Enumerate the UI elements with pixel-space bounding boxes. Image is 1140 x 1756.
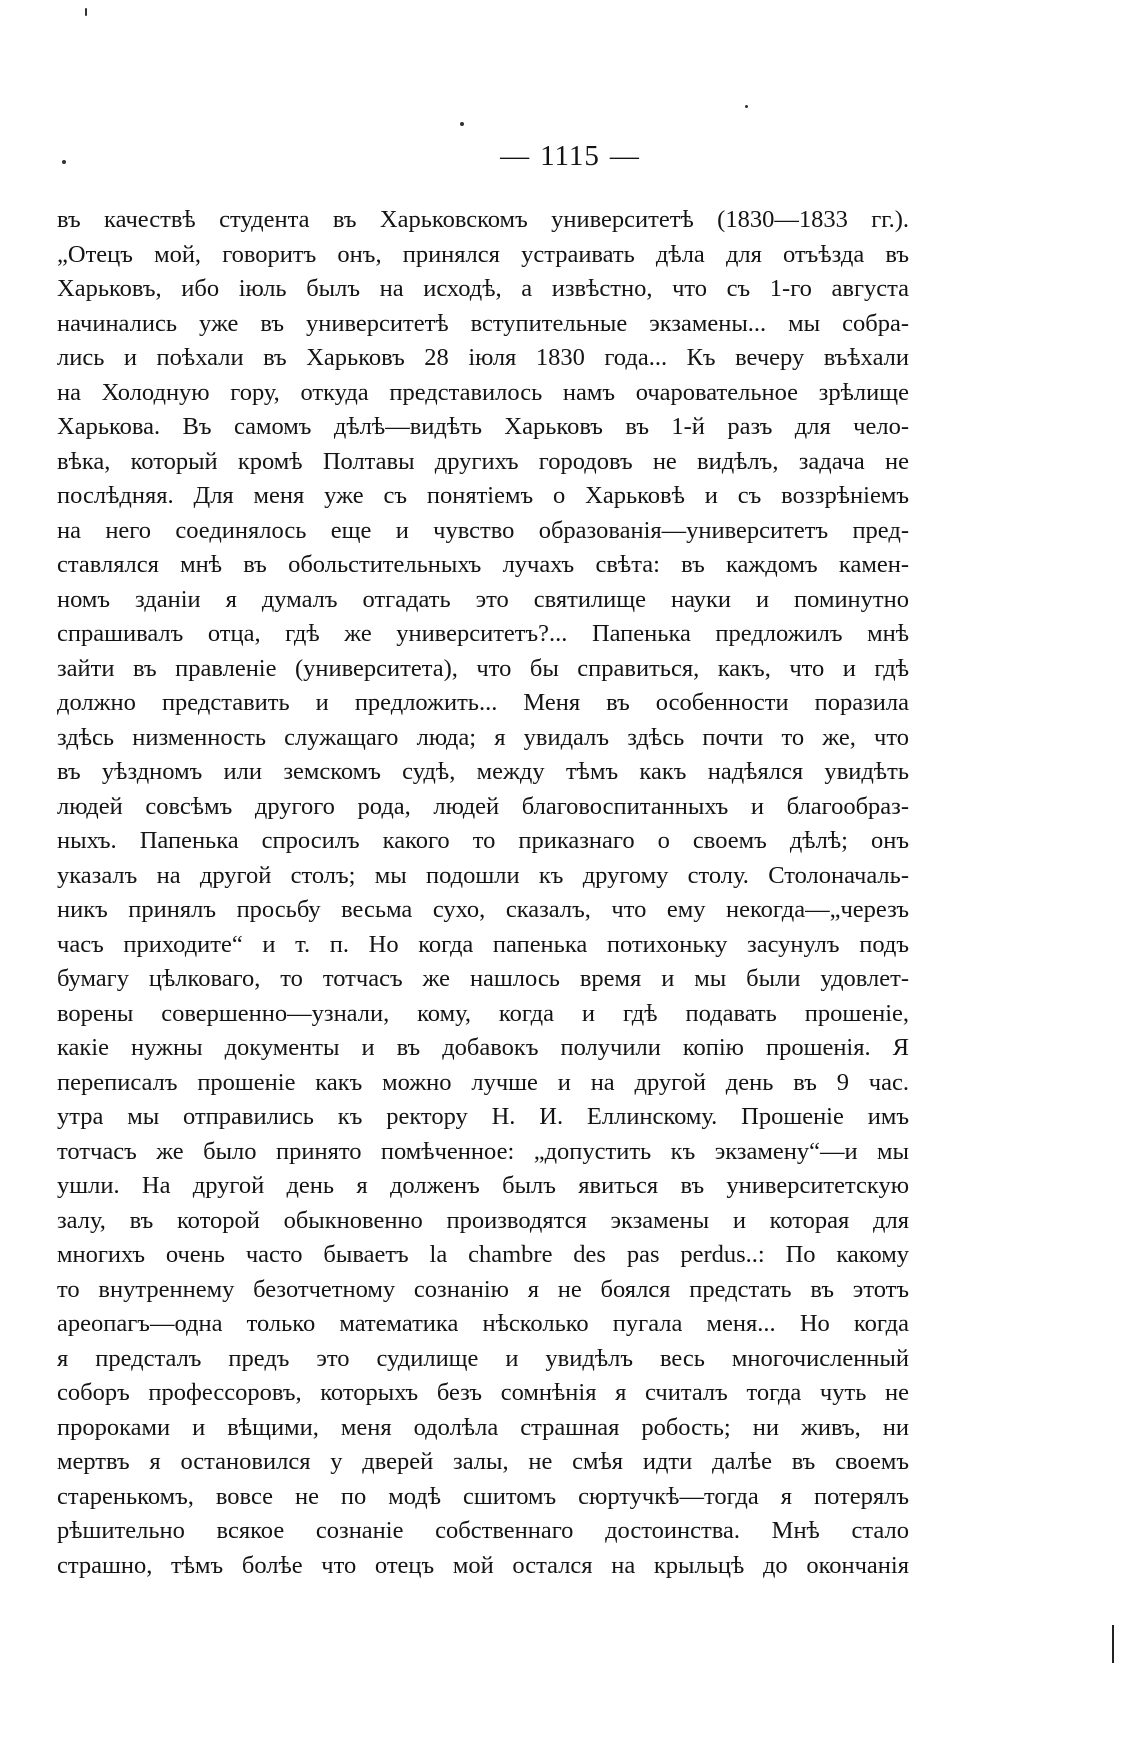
page-number-value: 1115 <box>540 140 600 172</box>
text-line: Харьковъ, ибо іюль былъ на исходѣ, а извѣстно, что съ 1-го августа <box>57 275 909 302</box>
text-line: пророками и вѣщими, меня одолѣла страшная робость; ни живъ, ни <box>57 1413 909 1441</box>
text-line: въ качествѣ студента въ Харьковскомъ университетѣ (1830—1833 гг.). <box>57 206 909 233</box>
text-line: вѣка, который кромѣ Полтавы другихъ городовъ не видѣлъ, задача не <box>57 447 909 475</box>
text-line: на Холодную гору, откуда представилось намъ очаровательное зрѣлище <box>57 378 909 406</box>
text-line: соборъ профессоровъ, которыхъ безъ сомнѣнія я считалъ тогда чуть не <box>57 1379 909 1406</box>
text-line: начинались уже въ университетѣ вступительные экзамены... мы собра- <box>57 309 909 337</box>
text-line: номъ зданіи я думалъ отгадать это святилище науки и поминутно <box>57 585 909 613</box>
text-line: рѣшительно всякое сознаніе собственнаго достоинства. Мнѣ стало <box>57 1517 909 1544</box>
text-line: бумагу цѣлковаго, то тотчасъ же нашлось время и мы были удовлет- <box>57 965 909 992</box>
body-text <box>57 203 909 1583</box>
text-line: зайти въ правленіе (университета), что бы справиться, какъ, что и гдѣ <box>57 654 909 682</box>
text-line: людей совсѣмъ другого рода, людей благовоспитанныхъ и благообраз- <box>57 792 909 820</box>
text-line: какіе нужны документы и въ добавокъ получили копію прошенія. Я <box>57 1034 909 1061</box>
text-line: въ уѣздномъ или земскомъ судѣ, между тѣмъ какъ надѣялся увидѣть <box>57 758 909 785</box>
text-line: спрашивалъ отца, гдѣ же университетъ?... Папенька предложилъ мнѣ <box>57 620 909 647</box>
text-line: послѣдняя. Для меня уже съ понятіемъ о Харьковѣ и съ воззрѣніемъ <box>57 482 909 509</box>
text-line: старенькомъ, вовсе не по модѣ сшитомъ сюртучкѣ—тогда я потерялъ <box>57 1482 909 1510</box>
text-line: то внутреннему безотчетному сознанію я не боялся предстать въ этотъ <box>57 1275 909 1303</box>
text-line: ворены совершенно—узнали, кому, когда и гдѣ подавать прошеніе, <box>57 999 909 1027</box>
text-line: лись и поѣхали въ Харьковъ 28 іюля 1830 года... Къ вечеру въѣхали <box>57 344 909 371</box>
text-line: тотчасъ же было принято помѣченное: „допустить къ экзамену“—и мы <box>57 1137 909 1165</box>
page-number-dash-left: — <box>500 140 531 172</box>
text-line: часъ приходите“ и т. п. Но когда папенька потихоньку засунулъ подъ <box>57 930 909 958</box>
text-line: ныхъ. Папенька спросилъ какого то приказнаго о своемъ дѣлѣ; онъ <box>57 827 909 854</box>
text-line: на него соединялось еще и чувство образованія—университетъ пред- <box>57 516 909 544</box>
scan-speck <box>460 122 464 126</box>
text-line: залу, въ которой обыкновенно производятся экзамены и которая для <box>57 1206 909 1234</box>
scan-speck <box>745 105 748 108</box>
text-line: указалъ на другой столъ; мы подошли къ другому столу. Столоначаль- <box>57 861 909 889</box>
text-line: страшно, тѣмъ болѣе что отецъ мой остался на крыльцѣ до окончанія <box>57 1551 909 1579</box>
text-line: „Отецъ мой, говоритъ онъ, принялся устраивать дѣла для отъѣзда въ <box>57 240 909 268</box>
text-line: мертвъ я остановился у дверей залы, не смѣя идти далѣе въ своемъ <box>57 1448 909 1475</box>
text-line: многихъ очень часто бываетъ la chambre des pas perdus..: По какому <box>57 1241 909 1268</box>
scan-edge-mark <box>1112 1625 1114 1663</box>
text-line: никъ принялъ просьбу весьма сухо, сказалъ, что ему некогда—„черезъ <box>57 896 909 923</box>
text-line: ушли. На другой день я долженъ былъ явиться въ университетскую <box>57 1172 909 1199</box>
text-line: здѣсь низменность служащаго люда; я увидалъ здѣсь почти то же, что <box>57 723 909 751</box>
text-line: Харькова. Въ самомъ дѣлѣ—видѣть Харьковъ въ 1-й разъ для чело- <box>57 413 909 440</box>
text-line: я предсталъ предъ это судилище и увидѣлъ весь многочисленный <box>57 1344 909 1372</box>
text-line: утра мы отправились къ ректору Н. И. Еллинскому. Прошеніе имъ <box>57 1103 909 1130</box>
scan-speck <box>85 8 87 16</box>
text-line: переписалъ прошеніе какъ можно лучше и на другой день въ 9 час. <box>57 1068 909 1096</box>
text-line: ареопагъ—одна только математика нѣсколько пугала меня... Но когда <box>57 1310 909 1337</box>
text-line: должно представить и предложить... Меня въ особенности поразила <box>57 689 909 716</box>
page-number <box>0 140 1140 173</box>
page-number-dash-right: — <box>609 140 640 172</box>
text-line: ставлялся мнѣ въ обольстительныхъ лучахъ свѣта: въ каждомъ камен- <box>57 551 909 578</box>
